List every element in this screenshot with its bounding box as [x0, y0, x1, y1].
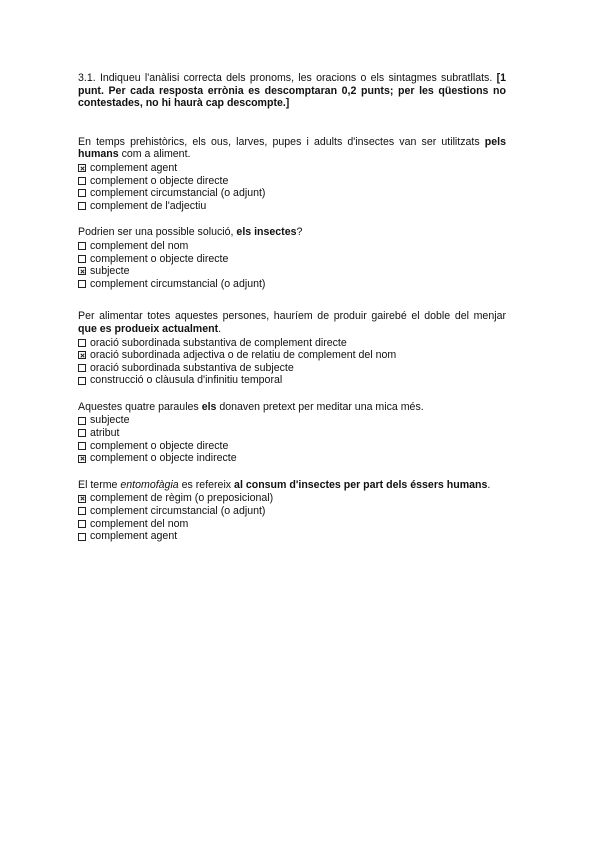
checkbox-icon[interactable] [78, 429, 86, 437]
option-label: complement de l'adjectiu [90, 199, 207, 212]
option-row[interactable] [78, 278, 506, 291]
option-label: complement del nom [90, 517, 189, 530]
checked-checkbox-icon[interactable] [78, 351, 86, 359]
instructions-title: 3.1. Indiqueu l'anàlisi correcta dels pronoms, les oracions o els sintagmes subratllats. [78, 72, 493, 84]
checkbox-icon[interactable] [78, 520, 86, 528]
option-row[interactable] [78, 492, 506, 505]
option-row[interactable] [78, 349, 506, 362]
checkbox-icon[interactable] [78, 242, 86, 250]
option-label: oració subordinada adjectiva o de relatiu de complement del nom [90, 349, 397, 362]
option-row[interactable] [78, 362, 506, 375]
checked-checkbox-icon[interactable] [78, 455, 86, 463]
checked-checkbox-icon[interactable] [78, 164, 86, 172]
question-5 [78, 479, 506, 543]
checkbox-icon[interactable] [78, 202, 86, 210]
option-row[interactable] [78, 265, 506, 278]
checkbox-icon[interactable] [78, 442, 86, 450]
checkbox-icon[interactable] [78, 255, 86, 263]
option-label: complement agent [90, 530, 178, 543]
question-stem: Per alimentar totes aquestes persones, hauríem de produir gairebé el doble del menjar que es produeix actualment. [78, 310, 506, 335]
option-label: oració subordinada substantiva de complement directe [90, 336, 347, 349]
option-row[interactable] [78, 440, 506, 453]
option-row[interactable] [78, 452, 506, 465]
question-2 [78, 226, 506, 290]
question-1 [78, 136, 506, 213]
checkbox-icon[interactable] [78, 189, 86, 197]
option-row[interactable] [78, 414, 506, 427]
option-label: complement o objecte indirecte [90, 452, 237, 465]
checkbox-icon[interactable] [78, 507, 86, 515]
option-row[interactable] [78, 162, 506, 175]
option-row[interactable] [78, 427, 506, 440]
option-label: construcció o clàusula d'infinitiu temporal [90, 374, 283, 387]
question-stem: Aquestes quatre paraules els donaven pretext per meditar una mica més. [78, 400, 424, 413]
option-label: complement del nom [90, 239, 189, 252]
exam-page [78, 72, 506, 557]
question-4 [78, 401, 506, 465]
option-row[interactable] [78, 187, 506, 200]
option-label: complement circumstancial (o adjunt) [90, 505, 266, 518]
option-label: oració subordinada substantiva de subjecte [90, 361, 294, 374]
question-stem: El terme entomofàgia es refereix al consum d'insectes per part dels éssers humans. [78, 478, 491, 491]
instructions-scoring: [1 punt. Per cada resposta errònia es descomptaran 0,2 punts; per les qüestions no contestades, no hi haurà cap descompte.] [78, 72, 506, 110]
checkbox-icon[interactable] [78, 280, 86, 288]
option-label: subjecte [90, 265, 130, 278]
option-label: complement o objecte directe [90, 252, 229, 265]
option-row[interactable] [78, 240, 506, 253]
option-label: complement o objecte directe [90, 439, 229, 452]
question-stem: Podrien ser una possible solució, els insectes? [78, 226, 303, 239]
option-label: atribut [90, 427, 120, 440]
option-label: complement circumstancial (o adjunt) [90, 277, 266, 290]
question-stem: En temps prehistòrics, els ous, larves, pupes i adults d'insectes van ser utilitzats pels humans com a aliment. [78, 135, 506, 161]
checkbox-icon[interactable] [78, 339, 86, 347]
option-label: complement o objecte directe [90, 174, 229, 187]
option-label: complement de règim (o preposicional) [90, 492, 274, 505]
checkbox-icon[interactable] [78, 177, 86, 185]
option-row[interactable] [78, 374, 506, 387]
checked-checkbox-icon[interactable] [78, 267, 86, 275]
option-row[interactable] [78, 505, 506, 518]
checkbox-icon[interactable] [78, 533, 86, 541]
checkbox-icon[interactable] [78, 417, 86, 425]
option-row[interactable] [78, 337, 506, 350]
checkbox-icon[interactable] [78, 364, 86, 372]
option-row[interactable] [78, 253, 506, 266]
option-row[interactable] [78, 200, 506, 213]
instructions [78, 72, 506, 110]
option-label: subjecte [90, 414, 130, 427]
question-3 [78, 310, 506, 387]
option-label: complement agent [90, 161, 178, 174]
checkbox-icon[interactable] [78, 377, 86, 385]
checked-checkbox-icon[interactable] [78, 495, 86, 503]
option-label: complement circumstancial (o adjunt) [90, 187, 266, 200]
option-row[interactable] [78, 518, 506, 531]
option-row[interactable] [78, 175, 506, 188]
option-row[interactable] [78, 530, 506, 543]
